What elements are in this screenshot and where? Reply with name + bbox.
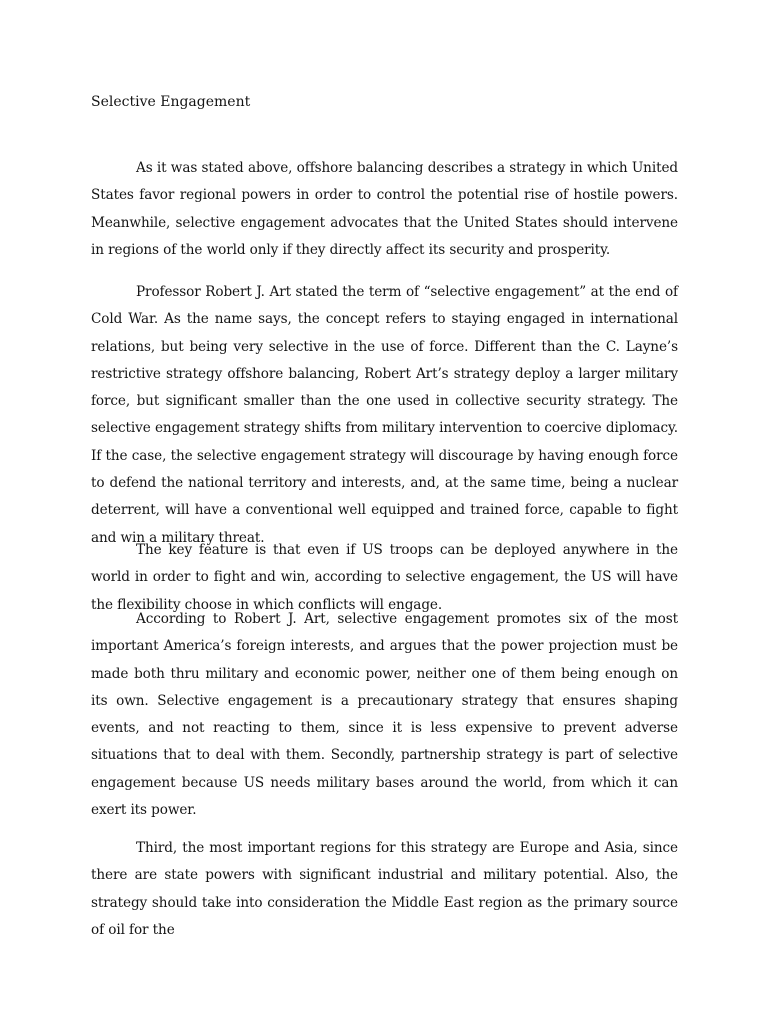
paragraph-5: Third, the most important regions for this strategy are Europe and Asia, since there are state powers with significant industrial and military potential. Also, the strategy should take into consideration the Middle East region as the primary source of oil for the bbox=[91, 840, 678, 938]
paragraph-3: The key feature is that even if US troops can be deployed anywhere in the world in order to fight and win, according to selective engagement, the US will have the flexibility choose in which conflicts will engage. bbox=[91, 542, 678, 613]
paragraph-4: According to Robert J. Art, selective engagement promotes six of the most important America’s foreign interests, and argues that the power projection must be made both thru military and economic power, neither one of them being enough on its own. Selective engagement is a precautionary strategy that ensures shaping events, and not reacting to them, since it is less expensive to prevent adverse situations that to deal with them. Secondly, partnership strategy is part of selective engagement because US needs military bases around the world, from which it can exert its power. bbox=[91, 611, 678, 819]
document-title: Selective Engagement bbox=[91, 94, 251, 110]
paragraph-1: As it was stated above, offshore balancing describes a strategy in which United States favor regional powers in order to control the potential rise of hostile powers. Meanwhile, selective engagement advocates that the United States should intervene in regions of the world only if they directly affect its security and prosperity. bbox=[91, 160, 678, 258]
paragraph-2: Professor Robert J. Art stated the term of “selective engagement” at the end of Cold War. As the name says, the concept refers to staying engaged in international relations, but being very selective in the use of force. Different than the C. Layne’s restrictive strategy offshore balancing, Robert Art’s strategy deploy a larger military force, but significant smaller than the one used in collective security strategy. The selective engagement strategy shifts from military intervention to coercive diplomacy. If the case, the selective engagement strategy will discourage by having enough force to defend the national territory and interests, and, at the same time, being a nuclear deterrent, will have a conventional well equipped and trained force, capable to fight and win a military threat. bbox=[91, 284, 678, 546]
